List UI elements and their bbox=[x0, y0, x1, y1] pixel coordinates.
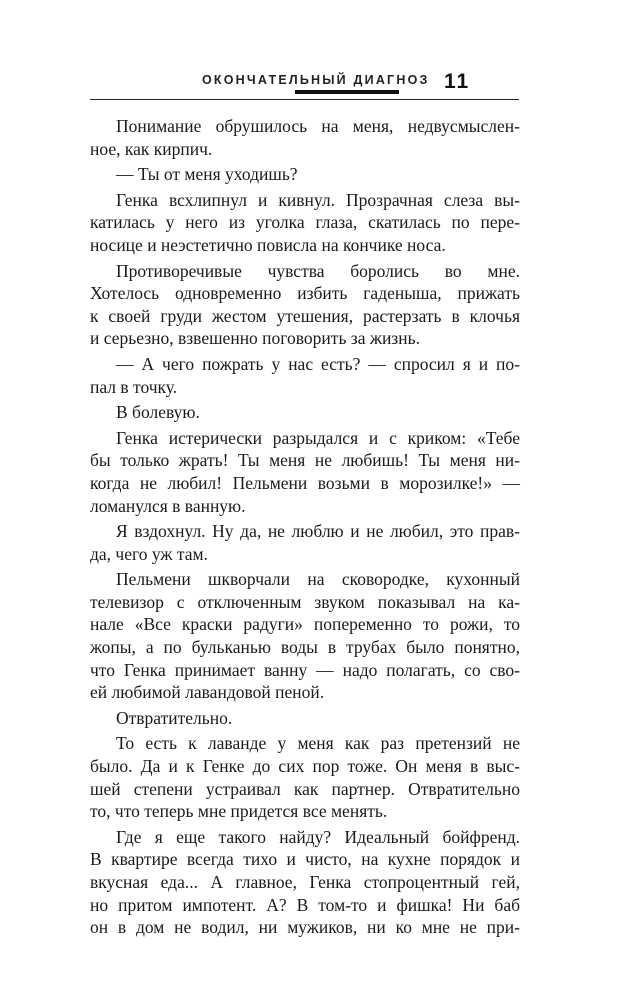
text-line: Отвратительно. bbox=[116, 707, 233, 728]
paragraph bbox=[90, 353, 520, 398]
paragraph bbox=[90, 260, 520, 350]
paragraph bbox=[90, 189, 520, 257]
running-title: ОКОНЧАТЕЛЬНЫЙ ДИАГНОЗ bbox=[202, 73, 430, 87]
text-line: нале «Все краски радуги» попеременно то рожи, то bbox=[90, 614, 520, 635]
text-line: Генка всхлипнул и кивнул. Прозрачная слеза вы- bbox=[116, 189, 520, 210]
paragraph bbox=[90, 427, 520, 517]
text-line: — Ты от меня уходишь? bbox=[116, 164, 298, 185]
paragraph bbox=[90, 520, 520, 565]
paragraph bbox=[90, 568, 520, 704]
text-line: носице и неэстетично повисла на кончике носа. bbox=[90, 234, 446, 255]
text-line: Генка истерически разрыдался и с криком: «Тебе bbox=[116, 427, 520, 448]
page-header bbox=[90, 68, 519, 104]
text-line: катилась у него из уголка глаза, скатилась по пере- bbox=[90, 212, 520, 233]
text-line: бы только жрать! Ты меня не любишь! Ты меня ни- bbox=[90, 450, 520, 471]
text-line: когда не любил! Пельмени возьми в морозилке!» — bbox=[90, 472, 520, 493]
text-line: жопы, а по бульканью воды в трубах было понятно, bbox=[90, 637, 520, 658]
paragraph bbox=[90, 115, 520, 160]
page-number: 11 bbox=[444, 70, 471, 93]
text-line: да, чего уж там. bbox=[90, 543, 208, 564]
text-line: ломанулся в ванную. bbox=[90, 495, 246, 516]
text-line: — А чего пожрать у нас есть? — спросил я и по- bbox=[116, 353, 520, 374]
text-line: телевизор с отключенным звуком показывал на ка- bbox=[90, 591, 520, 612]
text-line: Противоречивые чувства боролись во мне. bbox=[116, 260, 520, 281]
text-line: пал в точку. bbox=[90, 376, 178, 397]
paragraph bbox=[90, 163, 520, 186]
text-line: вкусная еда... А главное, Генка стопроцентный гей, bbox=[90, 872, 520, 892]
header-rule bbox=[90, 99, 519, 100]
text-line: То есть к лаванде у меня как раз претензий не bbox=[116, 733, 520, 754]
paragraph bbox=[90, 401, 520, 424]
text-line: он в дом не водил, ни мужиков, ни ко мне не при- bbox=[90, 917, 520, 938]
paragraph bbox=[90, 826, 520, 939]
text-line: то, что теперь мне придется все менять. bbox=[90, 801, 388, 822]
text-line: к своей груди жестом утешения, растерзать в клочья bbox=[90, 305, 520, 326]
text-line: что Генка принимает ванну — надо полагать, со сво- bbox=[90, 659, 520, 680]
body-text bbox=[90, 115, 520, 939]
title-underline-bar bbox=[295, 90, 399, 94]
text-line: В болевую. bbox=[116, 402, 200, 423]
text-line: Понимание обрушилось на меня, недвусмыслен- bbox=[116, 116, 520, 136]
text-line: Где я еще такого найду? Идеальный бойфренд. bbox=[116, 826, 520, 847]
paragraph bbox=[90, 732, 520, 822]
text-line: Хотелось одновременно избить гаденыша, прижать bbox=[90, 283, 520, 304]
paragraph bbox=[90, 707, 520, 730]
text-line: но притом импотент. А? В том-то и фишка! Ни баб bbox=[90, 894, 520, 915]
text-line: Пельмени шкворчали на сковородке, кухонный bbox=[116, 569, 520, 590]
text-line: и серьезно, взвешенно поговорить за жизнь. bbox=[90, 328, 420, 349]
text-line: Я вздохнул. Ну да, не люблю и не любил, это прав- bbox=[116, 521, 520, 542]
text-line: было. Да и к Генке до сих пор тоже. Он меня в выс- bbox=[90, 756, 520, 777]
text-line: шей степени устраивал как партнер. Отвратительно bbox=[90, 778, 520, 799]
text-line: ей любимой лавандовой пеной. bbox=[90, 682, 325, 703]
text-line: ное, как кирпич. bbox=[90, 138, 213, 159]
text-line: В квартире всегда тихо и чисто, на кухне порядок и bbox=[90, 849, 520, 870]
